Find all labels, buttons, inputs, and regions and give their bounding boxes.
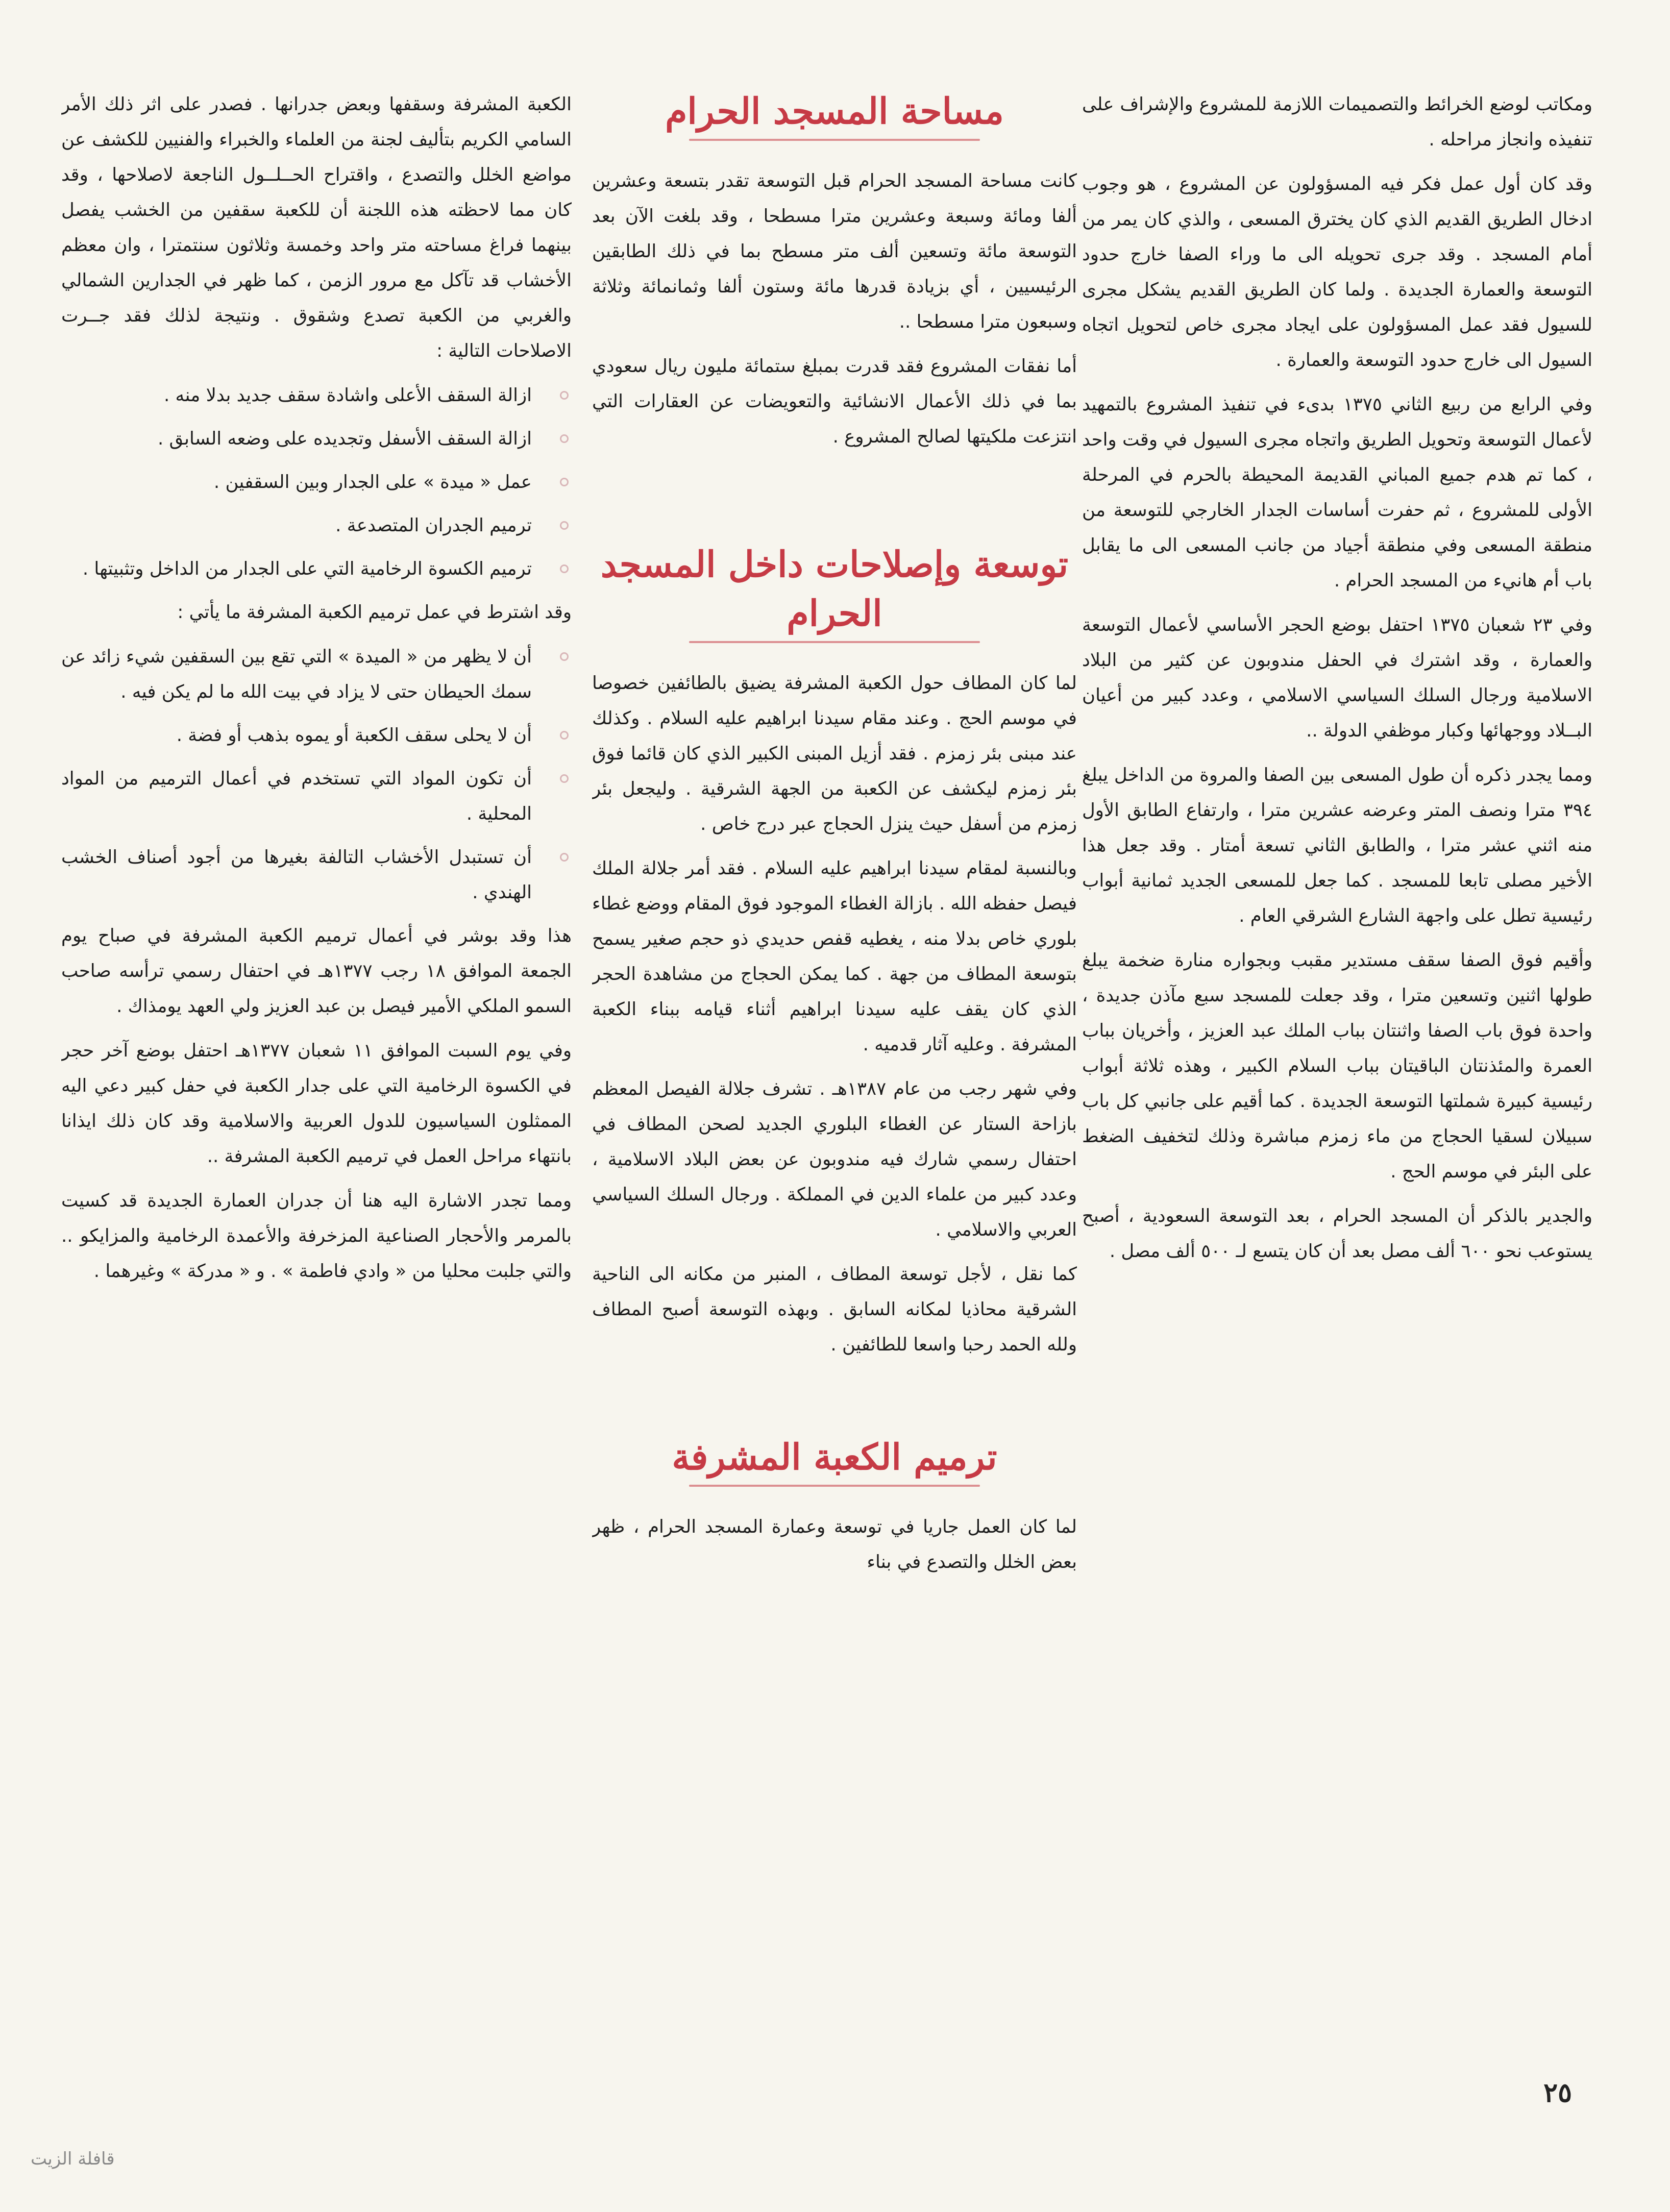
page-number: ٢٥ [1543, 2077, 1572, 2108]
paragraph: لما كان العمل جاريا في توسعة وعمارة المسجد الحرام ، ظهر بعض الخلل والتصدع في بناء [592, 1516, 1077, 1572]
paragraph: والجدير بالذكر أن المسجد الحرام ، بعد التوسعة السعودية ، أصبح يستوعب نحو ٦٠٠ ألف مصل بعد أن كان يتسع لـ ٥٠٠ ألف مصل . [1082, 1206, 1592, 1262]
section-heading-kaaba-restoration [592, 1433, 1077, 1487]
paragraph: وقد كان أول عمل فكر فيه المسؤولون عن المشروع ، هو وجوب ادخال الطريق القديم الذي كان يخترق المسعى ، والذي كان يمر من أمام المسجد . وقد جرى تحويله الى ما وراء الصفا خارج حدود التوسعة والعمارة الجديدة . ولما كان الطريق القديم يشكل مجرى للسيول فقد عمل المسؤولون على ايجاد مجرى خاص لتحويل اتجاه السيول الى خارج حدود التوسعة والعمارة . [1082, 174, 1592, 371]
section-heading-expansion [592, 540, 1077, 643]
repairs-list [61, 378, 572, 586]
spacer [592, 1371, 1077, 1433]
list-item: ترميم الكسوة الرخامية التي على الجدار من الداخل وتثبيتها . [61, 551, 572, 586]
list-item: أن لا يظهر من « الميدة » التي تقع بين السقفين شيء زائد عن سمك الحيطان حتى لا يزاد في بيت الله ما لم يكن فيه . [61, 639, 572, 709]
paragraph: كانت مساحة المسجد الحرام قبل التوسعة تقدر بتسعة وعشرين ألفا ومائة وسبعة وعشرين مترا مسطحا ، وقد بلغت الآن بعد التوسعة مائة وتسعين ألف متر مسطح بما في ذلك الطابقين الرئيسيين ، أي بزيادة قدرها مائة وستون ألفا وثمانمائة وثلاثة وسبعون مترا مسطحا .. [592, 170, 1077, 332]
paragraph: لما كان المطاف حول الكعبة المشرفة يضيق بالطائفين خصوصا في موسم الحج . وعند مقام سيدنا ابراهيم عليه السلام . وكذلك عند مبنى بئر زمزم . فقد أزيل المبنى الكبير الذي كان قائما فوق بئر زمزم ليكشف عن الكعبة من الجهة الشرقية . وليجعل بئر زمزم من أسفل حيث ينزل الحجاج عبر درج خاص . [592, 673, 1077, 834]
list-item: أن تكون المواد التي تستخدم في أعمال الترميم من المواد المحلية . [61, 761, 572, 831]
list-item: ازالة السقف الأسفل وتجديده على وضعه السابق . [61, 421, 572, 456]
paragraph: وأقيم فوق الصفا سقف مستدير مقبب وبجواره منارة ضخمة يبلغ طولها اثنين وتسعين مترا ، وقد جعلت للمسجد سبع مآذن جديدة ، واحدة فوق باب الصفا واثنتان بباب الملك عبد العزيز ، وأخريان بباب العمرة والمئذنتان الباقيتان بباب السلام الكبير ، وهذه ثلاثة أبواب رئيسية كبيرة شملتها التوسعة الجديدة . كما أقيم على جانبي كل باب سبيلان لسقيا الحجاج من ماء زمزم مباشرة وذلك لتخفيف الضغط على البئر في موسم الحج . [1082, 950, 1592, 1182]
section-heading-text: مساحة المسجد الحرام [665, 90, 1004, 132]
paragraph: أما نفقات المشروع فقد قدرت بمبلغ ستمائة مليون ريال سعودي بما في ذلك الأعمال الانشائية والتعويضات عن العقارات التي انتزعت ملكيتها لصالح المشروع . [592, 356, 1077, 447]
list-item: ترميم الجدران المتصدعة . [61, 508, 572, 543]
list-item: ازالة السقف الأعلى واشادة سقف جديد بدلا منه . [61, 378, 572, 413]
article-column-left [61, 87, 572, 2093]
paragraph: وقد اشترط في عمل ترميم الكعبة المشرفة ما يأتي : [177, 602, 572, 623]
paragraph: الكعبة المشرفة وسقفها وبعض جدرانها . فصدر على اثر ذلك الأمر السامي الكريم بتأليف لجنة من العلماء والخبراء والفنيين للكشف عن مواضع الخلل والتصدع ، واقتراح الحــلــول الناجعة لاصلاحها ، وقد كان مما لاحظته هذه اللجنة أن للكعبة سقفين من الخشب يفصل بينهما فراغ مساحته متر واحد وخمسة وثلاثون سنتمترا ، وان معظم الأخشاب قد تآكل مع مرور الزمن ، كما ظهر في الجدارين الشمالي والغربي من الكعبة تصدع وشقوق . ونتيجة لذلك فقد جــرت الاصلاحات التالية : [61, 94, 572, 361]
list-item: أن تستبدل الأخشاب التالفة بغيرها من أجود أصناف الخشب الهندي . [61, 840, 572, 910]
article-column-middle [592, 87, 1077, 2093]
heading-underline [689, 641, 980, 643]
heading-underline [689, 139, 980, 141]
section-heading-area [592, 87, 1077, 141]
paragraph: ومكاتب لوضع الخرائط والتصميمات اللازمة للمشروع والإشراف على تنفيذه وانجاز مراحله . [1082, 94, 1592, 150]
list-item: أن لا يحلى سقف الكعبة أو يموه بذهب أو فضة . [61, 718, 572, 753]
section-heading-text: توسعة وإصلاحات داخل المسجد الحرام [600, 543, 1069, 634]
paragraph: ومما تجدر الاشارة اليه هنا أن جدران العمارة الجديدة قد كسيت بالمرمر والأحجار الصناعية المزخرفة والأعمدة الرخامية والمزايكو .. والتي جلبت محليا من « وادي فاطمة » . و « مدركة » وغيرهما . [61, 1190, 572, 1282]
paragraph: ومما يجدر ذكره أن طول المسعى بين الصفا والمروة من الداخل يبلغ ٣٩٤ مترا ونصف المتر وعرضه عشرين مترا ، وارتفاع الطابق الأول منه اثني عشر مترا ، والطابق الثاني تسعة أمتار . وقد جعل هذا الأخير مصلى تابعا للمسجد . كما جعل للمسعى الجديد ثمانية أبواب رئيسية تطل على واجهة الشارع الشرقي العام . [1082, 765, 1592, 926]
conditions-list [61, 639, 572, 910]
spacer [592, 463, 1077, 540]
paragraph: كما نقل ، لأجل توسعة المطاف ، المنبر من مكانه الى الناحية الشرقية محاذيا لمكانه السابق . وبهذه التوسعة أصبح المطاف ولله الحمد رحبا واسعا للطائفين . [592, 1264, 1077, 1355]
article-column-right [1082, 87, 1592, 2093]
paragraph: وفي الرابع من ربيع الثاني ١٣٧٥ بدىء في تنفيذ المشروع بالتمهيد لأعمال التوسعة وتحويل الطريق واتجاه مجرى السيول في وقت واحد ، كما تم هدم جميع المباني القديمة المحيطة بالحرم في المرحلة الأولى للمشروع ، ثم حفرت أساسات الجدار الخارجي للتوسعة من منطقة المسعى وفي منطقة أجياد من جانب المسعى الى ما يقابل باب أم هانيء من المسجد الحرام . [1082, 394, 1592, 591]
paragraph: هذا وقد بوشر في أعمال ترميم الكعبة المشرفة في صباح يوم الجمعة الموافق ١٨ رجب ١٣٧٧هـ في احتفال رسمي ترأسه صاحب السمو الملكي الأمير فيصل بن عبد العزيز ولي العهد يومذاك . [61, 925, 572, 1017]
paragraph: وفي ٢٣ شعبان ١٣٧٥ احتفل بوضع الحجر الأساسي لأعمال التوسعة والعمارة ، وقد اشترك في الحفل مندوبون عن كثير من البلاد الاسلامية ورجال السلك السياسي الاسلامي ، وعدد كبير من أعيان البــلاد ووجهائها وكبار موظفي الدولة .. [1082, 615, 1592, 741]
paragraph: وفي يوم السبت الموافق ١١ شعبان ١٣٧٧هـ احتفل بوضع آخر حجر في الكسوة الرخامية التي على جدار الكعبة في حفل كبير دعي اليه الممثلون السياسيون للدول العربية والاسلامية وقد كان ذلك ايذانا بانتهاء مراحل العمل في ترميم الكعبة المشرفة .. [61, 1040, 572, 1167]
list-item: عمل « ميدة » على الجدار وبين السقفين . [61, 464, 572, 500]
section-heading-text: ترميم الكعبة المشرفة [672, 1436, 997, 1478]
magazine-title: قافلة الزيت [31, 2149, 115, 2169]
paragraph: وفي شهر رجب من عام ١٣٨٧هـ . تشرف جلالة الفيصل المعظم بازاحة الستار عن الغطاء البلوري الجديد لصحن المطاف في احتفال رسمي شارك فيه مندوبون عن بعض البلاد الاسلامية ، وعدد كبير من علماء الدين في المملكة . ورجال السلك السياسي العربي والاسلامي . [592, 1078, 1077, 1240]
paragraph: وبالنسبة لمقام سيدنا ابراهيم عليه السلام . فقد أمر جلالة الملك فيصل حفظه الله . بازالة الغطاء الموجود فوق المقام ووضع غطاء بلوري خاص بدلا منه ، يغطيه قفص حديدي ذو حجم صغير يسمح بتوسعة المطاف من جهة . كما يمكن الحجاج من مشاهدة الحجر الذي كان يقف عليه سيدنا ابراهيم أثناء قيامه ببناء الكعبة المشرفة . وعليه آثار قدميه . [592, 858, 1077, 1055]
heading-underline [689, 1485, 980, 1487]
